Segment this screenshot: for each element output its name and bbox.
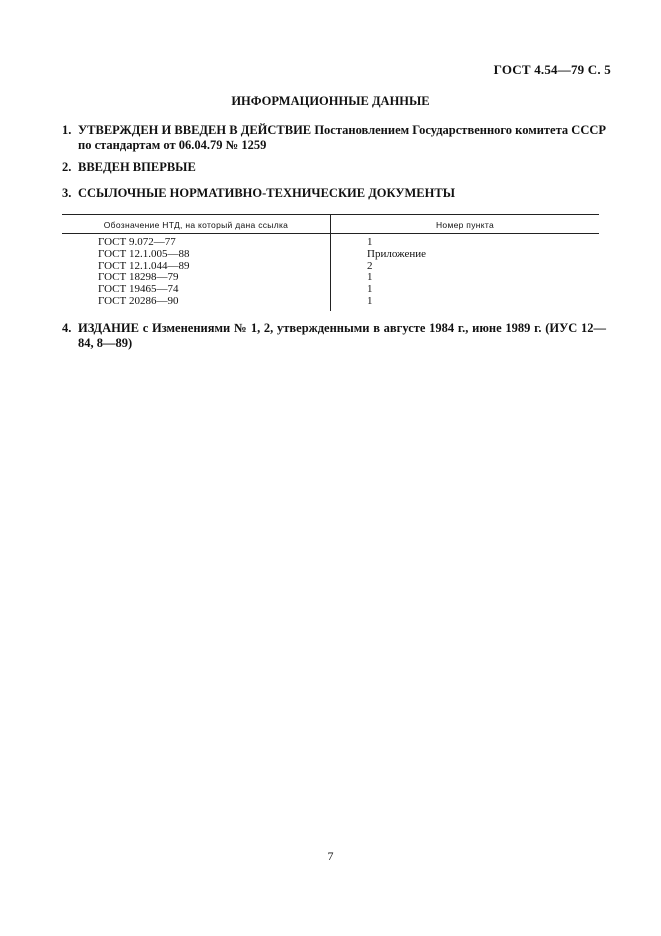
table-cell-point: 2 xyxy=(367,259,373,272)
section-body xyxy=(78,321,606,351)
document-title: ИНФОРМАЦИОННЫЕ ДАННЫЕ xyxy=(231,94,430,108)
section-heading: ССЫЛОЧНЫЕ НОРМАТИВНО-ТЕХНИЧЕСКИЕ ДОКУМЕНТЫ xyxy=(78,186,455,200)
table-cell-doc: ГОСТ 9.072—77 xyxy=(98,236,176,248)
section-first-introduced xyxy=(62,160,606,175)
section-text: Постановлением Государственного комитета СССР по стандартам от 06.04.79 № 1259 xyxy=(78,123,607,152)
section-heading: ИЗДАНИЕ xyxy=(78,321,139,335)
section-body xyxy=(78,160,606,175)
section-reference-documents xyxy=(62,186,606,201)
section-heading: ВВЕДЕН ВПЕРВЫЕ xyxy=(78,160,196,174)
table-cell-doc: ГОСТ 12.1.005—88 xyxy=(98,247,190,260)
table-cell-point: Приложение xyxy=(367,247,427,260)
section-number: 2. xyxy=(62,160,72,174)
section-edition xyxy=(62,321,606,351)
reference-table xyxy=(62,214,599,311)
table-cell-doc: ГОСТ 19465—74 xyxy=(98,283,179,296)
table-cell-point: 1 xyxy=(367,236,373,248)
table-header-document: Обозначение НТД, на который дана ссылка xyxy=(103,220,289,230)
section-number: 4. xyxy=(62,321,72,335)
section-body xyxy=(78,186,606,201)
table-cell-point: 1 xyxy=(367,294,373,307)
table-cell-doc: ГОСТ 18298—79 xyxy=(98,271,179,284)
table-cell-doc: ГОСТ 12.1.044—89 xyxy=(98,259,190,272)
table-cell-point: 1 xyxy=(367,271,373,284)
section-number: 1. xyxy=(62,123,72,137)
section-text: с Изменениями № 1, 2, утвержденными в августе 1984 г., июне 1989 г. (ИУС 12—84, 8—89) xyxy=(78,321,607,350)
section-heading: УТВЕРЖДЕН И ВВЕДЕН В ДЕЙСТВИЕ xyxy=(78,123,312,137)
page-header: ГОСТ 4.54—79 С. 5 xyxy=(493,62,611,77)
section-number: 3. xyxy=(62,186,72,200)
table-column-documents xyxy=(98,237,189,308)
page-number: 7 xyxy=(327,849,334,863)
table-cell-doc: ГОСТ 20286—90 xyxy=(98,294,179,307)
table-cell-point: 1 xyxy=(367,283,373,296)
section-approved xyxy=(62,123,606,153)
table-header-point: Номер пункта xyxy=(435,220,494,230)
table-column-divider xyxy=(330,215,331,311)
section-body xyxy=(78,123,606,153)
table-column-points xyxy=(367,237,426,308)
